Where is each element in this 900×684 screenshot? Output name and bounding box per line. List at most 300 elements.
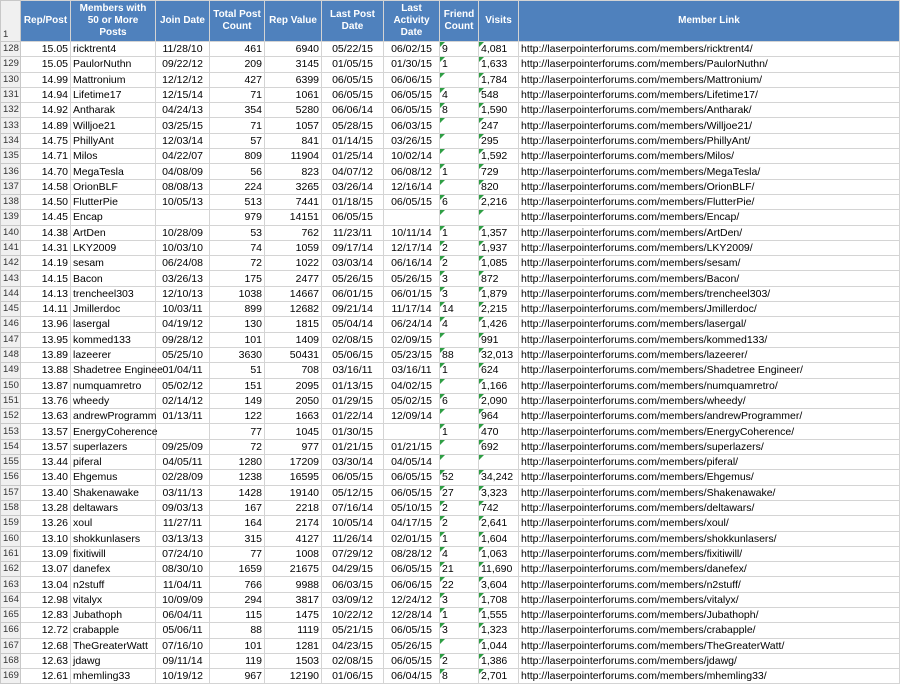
rep-post-cell[interactable]: 14.75 [21,133,71,148]
visits-cell[interactable]: 742 [479,500,519,515]
join-date-cell[interactable]: 04/24/13 [156,103,210,118]
visits-cell[interactable]: 1,357 [479,225,519,240]
row-number[interactable]: 137 [1,179,21,194]
last-post-date-cell[interactable]: 06/05/15 [322,72,384,87]
friend-count-cell[interactable]: 6 [440,393,479,408]
total-post-count-cell[interactable]: 71 [210,118,265,133]
friend-count-cell[interactable]: 2 [440,240,479,255]
rep-value-cell[interactable]: 7441 [265,194,322,209]
member-name-cell[interactable]: kommed133 [71,332,156,347]
visits-cell[interactable]: 1,708 [479,592,519,607]
total-post-count-cell[interactable]: 224 [210,179,265,194]
last-post-date-cell[interactable]: 05/06/15 [322,347,384,362]
last-post-date-cell[interactable]: 09/21/14 [322,302,384,317]
friend-count-cell[interactable]: 4 [440,87,479,102]
join-date-cell[interactable]: 11/27/11 [156,516,210,531]
last-activity-date-cell[interactable]: 05/23/15 [384,347,440,362]
visits-cell[interactable]: 2,641 [479,516,519,531]
join-date-cell[interactable]: 02/28/09 [156,470,210,485]
rep-post-cell[interactable]: 13.87 [21,378,71,393]
join-date-cell[interactable]: 05/02/12 [156,378,210,393]
rep-post-cell[interactable]: 14.15 [21,271,71,286]
total-post-count-cell[interactable]: 57 [210,133,265,148]
total-post-count-cell[interactable]: 77 [210,424,265,439]
visits-cell[interactable]: 1,044 [479,638,519,653]
join-date-cell[interactable] [156,424,210,439]
last-activity-date-cell[interactable]: 06/05/15 [384,194,440,209]
visits-cell[interactable] [479,455,519,470]
rep-value-cell[interactable]: 14151 [265,210,322,225]
member-link-cell[interactable]: http://laserpointerforums.com/members/OrionBLF/ [519,179,900,194]
rep-post-cell[interactable]: 14.92 [21,103,71,118]
member-link-cell[interactable]: http://laserpointerforums.com/members/lasergal/ [519,317,900,332]
total-post-count-cell[interactable]: 149 [210,393,265,408]
last-post-date-cell[interactable]: 06/05/15 [322,210,384,225]
member-name-cell[interactable]: TheGreaterWatt [71,638,156,653]
last-post-date-cell[interactable]: 06/06/14 [322,103,384,118]
rep-post-cell[interactable]: 13.95 [21,332,71,347]
total-post-count-cell[interactable]: 88 [210,623,265,638]
row-number[interactable]: 149 [1,363,21,378]
member-link-cell[interactable]: http://laserpointerforums.com/members/Mattronium/ [519,72,900,87]
join-date-cell[interactable]: 08/08/13 [156,179,210,194]
member-link-cell[interactable]: http://laserpointerforums.com/members/crabapple/ [519,623,900,638]
col-header-last-activity-date[interactable]: Last Activity Date [384,1,440,42]
last-activity-date-cell[interactable]: 06/05/15 [384,653,440,668]
member-name-cell[interactable]: lazeerer [71,347,156,362]
last-activity-date-cell[interactable]: 04/02/15 [384,378,440,393]
rep-post-cell[interactable]: 14.50 [21,194,71,209]
join-date-cell[interactable]: 11/28/10 [156,42,210,57]
visits-cell[interactable]: 820 [479,179,519,194]
member-name-cell[interactable]: xoul [71,516,156,531]
rep-value-cell[interactable]: 21675 [265,562,322,577]
member-name-cell[interactable]: Ehgemus [71,470,156,485]
member-name-cell[interactable]: Encap [71,210,156,225]
visits-cell[interactable]: 32,013 [479,347,519,362]
friend-count-cell[interactable] [440,409,479,424]
rep-post-cell[interactable]: 14.89 [21,118,71,133]
visits-cell[interactable]: 470 [479,424,519,439]
friend-count-cell[interactable] [440,638,479,653]
member-link-cell[interactable]: http://laserpointerforums.com/members/Jmillerdoc/ [519,302,900,317]
rep-value-cell[interactable]: 762 [265,225,322,240]
rep-post-cell[interactable]: 14.58 [21,179,71,194]
friend-count-cell[interactable] [440,72,479,87]
last-activity-date-cell[interactable]: 12/24/12 [384,592,440,607]
friend-count-cell[interactable]: 8 [440,103,479,118]
last-post-date-cell[interactable]: 01/21/15 [322,439,384,454]
row-number[interactable]: 153 [1,424,21,439]
member-link-cell[interactable]: http://laserpointerforums.com/members/kommed133/ [519,332,900,347]
total-post-count-cell[interactable]: 101 [210,638,265,653]
visits-cell[interactable]: 991 [479,332,519,347]
rep-value-cell[interactable]: 3145 [265,57,322,72]
visits-cell[interactable]: 1,937 [479,240,519,255]
last-activity-date-cell[interactable]: 06/24/14 [384,317,440,332]
rep-post-cell[interactable]: 14.13 [21,286,71,301]
visits-cell[interactable]: 1,784 [479,72,519,87]
rep-value-cell[interactable]: 977 [265,439,322,454]
member-link-cell[interactable]: http://laserpointerforums.com/members/jdawg/ [519,653,900,668]
total-post-count-cell[interactable]: 74 [210,240,265,255]
last-post-date-cell[interactable]: 04/07/12 [322,164,384,179]
friend-count-cell[interactable]: 2 [440,516,479,531]
rep-value-cell[interactable]: 11904 [265,149,322,164]
rep-value-cell[interactable]: 9988 [265,577,322,592]
rep-value-cell[interactable]: 1663 [265,409,322,424]
row-number[interactable]: 135 [1,149,21,164]
rep-value-cell[interactable]: 14667 [265,286,322,301]
total-post-count-cell[interactable]: 167 [210,500,265,515]
friend-count-cell[interactable] [440,179,479,194]
rep-post-cell[interactable]: 14.38 [21,225,71,240]
total-post-count-cell[interactable]: 51 [210,363,265,378]
member-link-cell[interactable]: http://laserpointerforums.com/members/xoul/ [519,516,900,531]
rep-post-cell[interactable]: 13.44 [21,455,71,470]
last-activity-date-cell[interactable]: 05/10/15 [384,500,440,515]
row-number[interactable]: 144 [1,286,21,301]
rep-value-cell[interactable]: 1008 [265,546,322,561]
visits-cell[interactable]: 1,166 [479,378,519,393]
rep-value-cell[interactable]: 1503 [265,653,322,668]
rep-value-cell[interactable]: 6940 [265,42,322,57]
visits-cell[interactable]: 624 [479,363,519,378]
total-post-count-cell[interactable]: 809 [210,149,265,164]
rep-post-cell[interactable]: 13.57 [21,424,71,439]
row-number[interactable]: 164 [1,592,21,607]
member-link-cell[interactable]: http://laserpointerforums.com/members/Jubathoph/ [519,607,900,622]
friend-count-cell[interactable]: 6 [440,194,479,209]
total-post-count-cell[interactable]: 461 [210,42,265,57]
last-post-date-cell[interactable]: 01/22/14 [322,409,384,424]
visits-cell[interactable]: 2,216 [479,194,519,209]
row-number-header[interactable]: 1 [1,1,21,42]
rep-post-cell[interactable]: 13.28 [21,500,71,515]
member-name-cell[interactable]: ArtDen [71,225,156,240]
member-link-cell[interactable]: http://laserpointerforums.com/members/MegaTesla/ [519,164,900,179]
rep-post-cell[interactable]: 13.96 [21,317,71,332]
join-date-cell[interactable]: 12/12/12 [156,72,210,87]
join-date-cell[interactable]: 04/19/12 [156,317,210,332]
member-name-cell[interactable]: Shakenawake [71,485,156,500]
last-activity-date-cell[interactable]: 06/03/15 [384,118,440,133]
row-number[interactable]: 133 [1,118,21,133]
total-post-count-cell[interactable]: 766 [210,577,265,592]
last-activity-date-cell[interactable]: 06/05/15 [384,470,440,485]
rep-post-cell[interactable]: 15.05 [21,57,71,72]
rep-post-cell[interactable]: 12.98 [21,592,71,607]
member-link-cell[interactable]: http://laserpointerforums.com/members/Shadetree Engineer/ [519,363,900,378]
member-link-cell[interactable]: http://laserpointerforums.com/members/deltawars/ [519,500,900,515]
row-number[interactable]: 150 [1,378,21,393]
member-link-cell[interactable]: http://laserpointerforums.com/members/sesam/ [519,256,900,271]
row-number[interactable]: 166 [1,623,21,638]
visits-cell[interactable]: 1,426 [479,317,519,332]
member-name-cell[interactable]: Willjoe21 [71,118,156,133]
member-name-cell[interactable]: jdawg [71,653,156,668]
member-name-cell[interactable]: EnergyCoherence [71,424,156,439]
total-post-count-cell[interactable]: 101 [210,332,265,347]
visits-cell[interactable]: 1,386 [479,653,519,668]
friend-count-cell[interactable]: 21 [440,562,479,577]
visits-cell[interactable]: 1,063 [479,546,519,561]
visits-cell[interactable]: 1,879 [479,286,519,301]
last-post-date-cell[interactable]: 02/08/15 [322,653,384,668]
rep-value-cell[interactable]: 2218 [265,500,322,515]
last-post-date-cell[interactable]: 05/26/15 [322,271,384,286]
last-activity-date-cell[interactable]: 06/05/15 [384,485,440,500]
member-link-cell[interactable]: http://laserpointerforums.com/members/fixitiwill/ [519,546,900,561]
friend-count-cell[interactable] [440,118,479,133]
friend-count-cell[interactable]: 1 [440,57,479,72]
join-date-cell[interactable]: 03/11/13 [156,485,210,500]
last-activity-date-cell[interactable]: 06/05/15 [384,87,440,102]
rep-value-cell[interactable]: 4127 [265,531,322,546]
last-activity-date-cell[interactable]: 11/17/14 [384,302,440,317]
member-name-cell[interactable]: Bacon [71,271,156,286]
total-post-count-cell[interactable]: 3630 [210,347,265,362]
total-post-count-cell[interactable]: 967 [210,669,265,684]
friend-count-cell[interactable]: 1 [440,164,479,179]
member-name-cell[interactable]: Jubathoph [71,607,156,622]
rep-post-cell[interactable]: 13.89 [21,347,71,362]
last-post-date-cell[interactable]: 01/30/15 [322,424,384,439]
visits-cell[interactable]: 1,555 [479,607,519,622]
rep-post-cell[interactable]: 13.26 [21,516,71,531]
row-number[interactable]: 136 [1,164,21,179]
rep-value-cell[interactable]: 1281 [265,638,322,653]
visits-cell[interactable]: 2,215 [479,302,519,317]
friend-count-cell[interactable]: 4 [440,317,479,332]
last-post-date-cell[interactable]: 11/26/14 [322,531,384,546]
join-date-cell[interactable]: 05/25/10 [156,347,210,362]
last-post-date-cell[interactable]: 04/29/15 [322,562,384,577]
row-number[interactable]: 132 [1,103,21,118]
visits-cell[interactable]: 4,081 [479,42,519,57]
member-name-cell[interactable]: lasergal [71,317,156,332]
join-date-cell[interactable]: 09/25/09 [156,439,210,454]
rep-value-cell[interactable]: 17209 [265,455,322,470]
row-number[interactable]: 147 [1,332,21,347]
friend-count-cell[interactable]: 2 [440,500,479,515]
col-header-members[interactable]: Members with 50 or More Posts [71,1,156,42]
rep-value-cell[interactable]: 12190 [265,669,322,684]
row-number[interactable]: 134 [1,133,21,148]
member-name-cell[interactable]: n2stuff [71,577,156,592]
total-post-count-cell[interactable]: 1038 [210,286,265,301]
rep-value-cell[interactable]: 1061 [265,87,322,102]
rep-value-cell[interactable]: 12682 [265,302,322,317]
row-number[interactable]: 131 [1,87,21,102]
member-name-cell[interactable]: PhillyAnt [71,133,156,148]
last-post-date-cell[interactable]: 09/17/14 [322,240,384,255]
rep-value-cell[interactable]: 1119 [265,623,322,638]
rep-post-cell[interactable]: 13.57 [21,439,71,454]
member-name-cell[interactable]: piferal [71,455,156,470]
last-activity-date-cell[interactable]: 10/02/14 [384,149,440,164]
last-post-date-cell[interactable]: 11/23/11 [322,225,384,240]
row-number[interactable]: 151 [1,393,21,408]
join-date-cell[interactable]: 11/04/11 [156,577,210,592]
row-number[interactable]: 138 [1,194,21,209]
col-header-visits[interactable]: Visits [479,1,519,42]
member-link-cell[interactable]: http://laserpointerforums.com/members/vitalyx/ [519,592,900,607]
row-number[interactable]: 154 [1,439,21,454]
last-post-date-cell[interactable]: 06/05/15 [322,470,384,485]
friend-count-cell[interactable] [440,455,479,470]
row-number[interactable]: 129 [1,57,21,72]
last-activity-date-cell[interactable]: 10/11/14 [384,225,440,240]
member-link-cell[interactable]: http://laserpointerforums.com/members/n2stuff/ [519,577,900,592]
col-header-rep-value[interactable]: Rep Value [265,1,322,42]
rep-post-cell[interactable]: 14.31 [21,240,71,255]
friend-count-cell[interactable]: 3 [440,271,479,286]
total-post-count-cell[interactable]: 1428 [210,485,265,500]
total-post-count-cell[interactable]: 115 [210,607,265,622]
join-date-cell[interactable]: 03/26/13 [156,271,210,286]
col-header-friend-count[interactable]: Friend Count [440,1,479,42]
last-activity-date-cell[interactable]: 02/09/15 [384,332,440,347]
rep-post-cell[interactable]: 13.10 [21,531,71,546]
member-name-cell[interactable]: deltawars [71,500,156,515]
rep-value-cell[interactable]: 708 [265,363,322,378]
row-number[interactable]: 168 [1,653,21,668]
join-date-cell[interactable]: 04/05/11 [156,455,210,470]
member-link-cell[interactable]: http://laserpointerforums.com/members/EnergyCoherence/ [519,424,900,439]
last-post-date-cell[interactable]: 05/28/15 [322,118,384,133]
visits-cell[interactable]: 1,590 [479,103,519,118]
last-post-date-cell[interactable]: 05/22/15 [322,42,384,57]
rep-value-cell[interactable]: 1059 [265,240,322,255]
rep-post-cell[interactable]: 14.45 [21,210,71,225]
rep-value-cell[interactable]: 5280 [265,103,322,118]
last-post-date-cell[interactable]: 07/16/14 [322,500,384,515]
total-post-count-cell[interactable]: 122 [210,409,265,424]
total-post-count-cell[interactable]: 130 [210,317,265,332]
join-date-cell[interactable]: 10/03/10 [156,240,210,255]
member-name-cell[interactable]: trencheel303 [71,286,156,301]
last-activity-date-cell[interactable]: 05/02/15 [384,393,440,408]
friend-count-cell[interactable]: 27 [440,485,479,500]
member-name-cell[interactable]: Lifetime17 [71,87,156,102]
total-post-count-cell[interactable]: 1238 [210,470,265,485]
rep-value-cell[interactable]: 2174 [265,516,322,531]
member-link-cell[interactable]: http://laserpointerforums.com/members/lazeerer/ [519,347,900,362]
rep-post-cell[interactable]: 12.68 [21,638,71,653]
total-post-count-cell[interactable]: 71 [210,87,265,102]
total-post-count-cell[interactable]: 175 [210,271,265,286]
member-link-cell[interactable]: http://laserpointerforums.com/members/LKY2009/ [519,240,900,255]
member-link-cell[interactable]: http://laserpointerforums.com/members/trencheel303/ [519,286,900,301]
friend-count-cell[interactable] [440,439,479,454]
join-date-cell[interactable]: 12/03/14 [156,133,210,148]
last-post-date-cell[interactable]: 01/14/15 [322,133,384,148]
last-post-date-cell[interactable]: 01/06/15 [322,669,384,684]
member-name-cell[interactable]: mhemling33 [71,669,156,684]
join-date-cell[interactable] [156,210,210,225]
rep-value-cell[interactable]: 3265 [265,179,322,194]
total-post-count-cell[interactable]: 1280 [210,455,265,470]
rep-value-cell[interactable]: 1815 [265,317,322,332]
member-name-cell[interactable]: FlutterPie [71,194,156,209]
row-number[interactable]: 157 [1,485,21,500]
row-number[interactable]: 165 [1,607,21,622]
last-activity-date-cell[interactable]: 06/06/15 [384,72,440,87]
last-post-date-cell[interactable]: 06/03/15 [322,577,384,592]
visits-cell[interactable]: 729 [479,164,519,179]
join-date-cell[interactable]: 12/10/13 [156,286,210,301]
total-post-count-cell[interactable]: 77 [210,546,265,561]
member-link-cell[interactable]: http://laserpointerforums.com/members/Ehgemus/ [519,470,900,485]
member-link-cell[interactable]: http://laserpointerforums.com/members/superlazers/ [519,439,900,454]
rep-post-cell[interactable]: 12.72 [21,623,71,638]
member-name-cell[interactable]: Shadetree Enginee [71,363,156,378]
total-post-count-cell[interactable]: 72 [210,256,265,271]
row-number[interactable]: 140 [1,225,21,240]
friend-count-cell[interactable]: 22 [440,577,479,592]
total-post-count-cell[interactable]: 209 [210,57,265,72]
row-number[interactable]: 145 [1,302,21,317]
member-name-cell[interactable]: Jmillerdoc [71,302,156,317]
last-post-date-cell[interactable]: 03/09/12 [322,592,384,607]
total-post-count-cell[interactable]: 119 [210,653,265,668]
member-link-cell[interactable]: http://laserpointerforums.com/members/mhemling33/ [519,669,900,684]
rep-post-cell[interactable]: 13.04 [21,577,71,592]
last-activity-date-cell[interactable]: 08/28/12 [384,546,440,561]
total-post-count-cell[interactable]: 56 [210,164,265,179]
rep-post-cell[interactable]: 13.40 [21,485,71,500]
last-activity-date-cell[interactable]: 06/01/15 [384,286,440,301]
friend-count-cell[interactable]: 88 [440,347,479,362]
member-link-cell[interactable]: http://laserpointerforums.com/members/ArtDen/ [519,225,900,240]
visits-cell[interactable]: 295 [479,133,519,148]
col-header-rep-post[interactable]: Rep/Post [21,1,71,42]
member-link-cell[interactable]: http://laserpointerforums.com/members/ricktrent4/ [519,42,900,57]
friend-count-cell[interactable]: 1 [440,531,479,546]
total-post-count-cell[interactable]: 899 [210,302,265,317]
last-post-date-cell[interactable]: 07/29/12 [322,546,384,561]
row-number[interactable]: 130 [1,72,21,87]
join-date-cell[interactable]: 07/16/10 [156,638,210,653]
member-link-cell[interactable]: http://laserpointerforums.com/members/numquamretro/ [519,378,900,393]
row-number[interactable]: 148 [1,347,21,362]
visits-cell[interactable]: 3,604 [479,577,519,592]
total-post-count-cell[interactable]: 53 [210,225,265,240]
join-date-cell[interactable]: 03/13/13 [156,531,210,546]
visits-cell[interactable] [479,210,519,225]
visits-cell[interactable]: 1,085 [479,256,519,271]
last-activity-date-cell[interactable]: 06/05/15 [384,623,440,638]
last-activity-date-cell[interactable] [384,424,440,439]
total-post-count-cell[interactable]: 513 [210,194,265,209]
row-number[interactable]: 169 [1,669,21,684]
visits-cell[interactable]: 34,242 [479,470,519,485]
row-number[interactable]: 139 [1,210,21,225]
col-header-total-post-count[interactable]: Total Post Count [210,1,265,42]
last-activity-date-cell[interactable]: 03/16/11 [384,363,440,378]
rep-value-cell[interactable]: 2095 [265,378,322,393]
rep-value-cell[interactable]: 3817 [265,592,322,607]
rep-value-cell[interactable]: 19140 [265,485,322,500]
last-activity-date-cell[interactable]: 04/05/14 [384,455,440,470]
visits-cell[interactable]: 11,690 [479,562,519,577]
member-link-cell[interactable]: http://laserpointerforums.com/members/Antharak/ [519,103,900,118]
total-post-count-cell[interactable]: 354 [210,103,265,118]
row-number[interactable]: 128 [1,42,21,57]
last-post-date-cell[interactable]: 03/03/14 [322,256,384,271]
visits-cell[interactable]: 872 [479,271,519,286]
